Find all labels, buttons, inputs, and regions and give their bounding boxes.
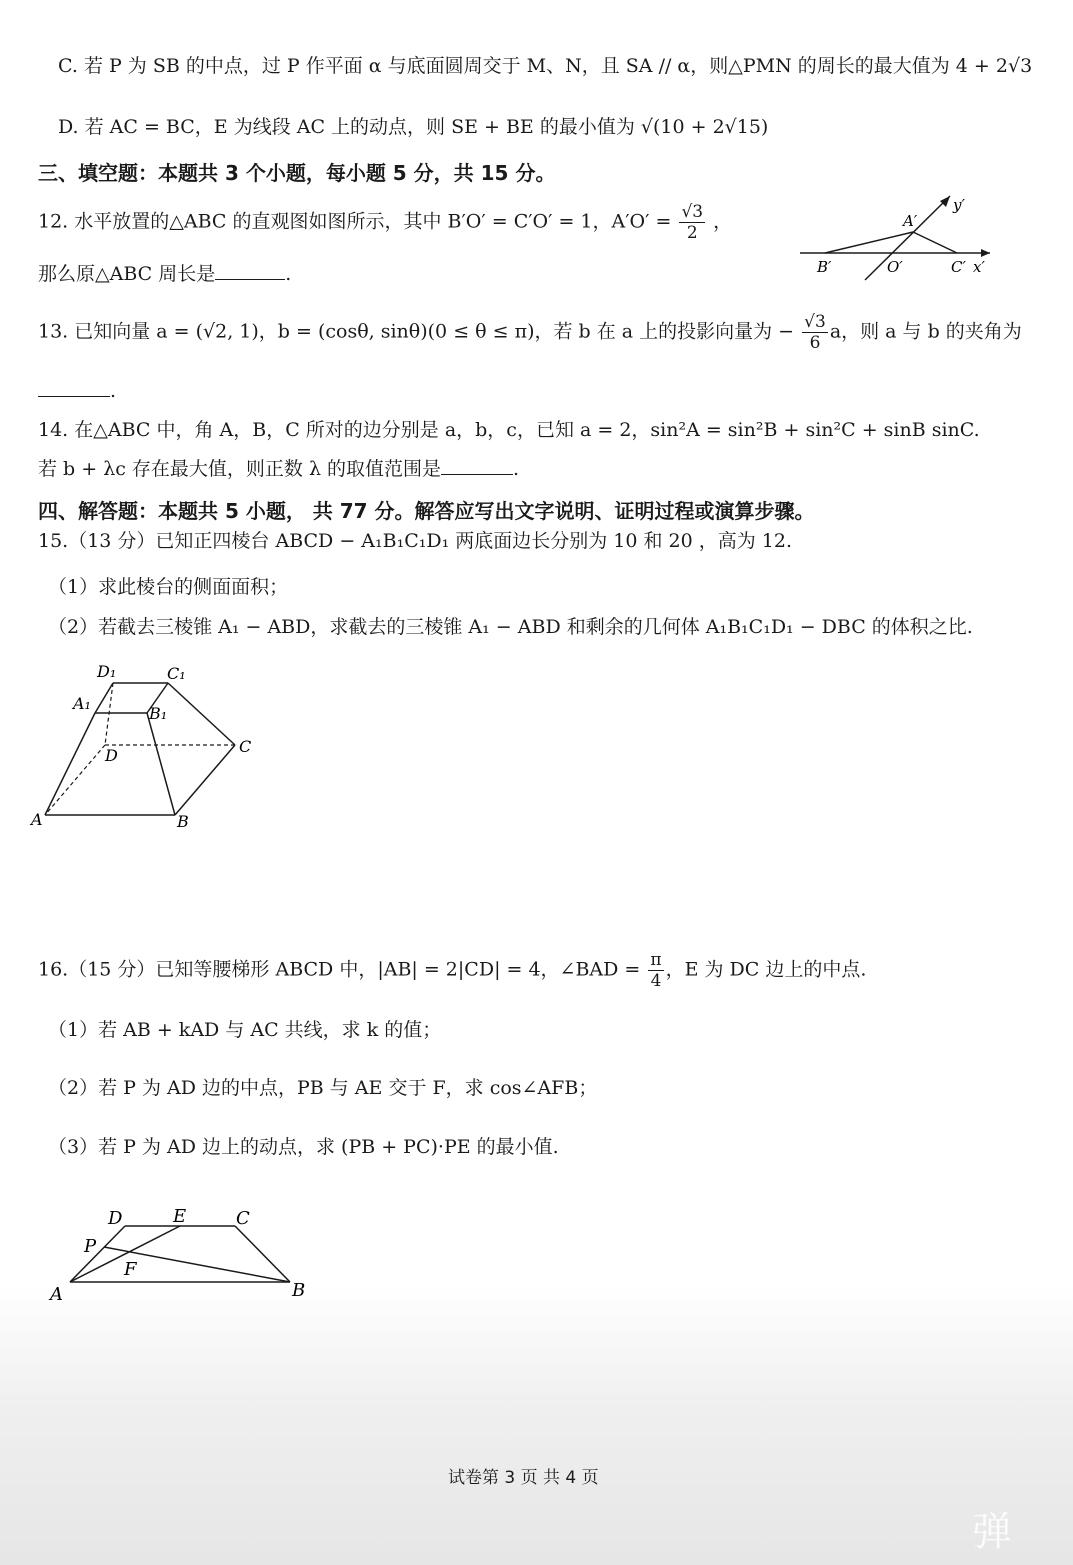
question-15-part-1: （1）求此棱台的侧面面积； xyxy=(48,576,289,598)
label-a: A xyxy=(50,1284,63,1305)
question-13-line-1 xyxy=(38,312,1022,353)
edge-a-d xyxy=(70,1226,125,1282)
q12-text: 12. 水平放置的△ABC 的直观图如图所示，其中 B′O′ = C′O′ = 1，A′O′ = xyxy=(38,210,672,233)
q16-fraction-num: π xyxy=(650,950,662,970)
question-14-line-2 xyxy=(38,456,519,482)
question-16-part-2: （2）若 P 为 AD 边的中点，PB 与 AE 交于 F，求 cos∠AFB； xyxy=(48,1077,598,1099)
q12-fraction xyxy=(679,202,705,243)
q16-text-2: ，E 为 DC 边上的中点. xyxy=(665,958,867,981)
q12-text-2: 那么原△ABC 周长是 xyxy=(38,263,216,285)
label-c: C xyxy=(239,737,252,756)
option-c xyxy=(58,53,1032,79)
label-b: B xyxy=(292,1280,306,1301)
option-d-text: D. 若 AC = BC，E 为线段 AC 上的动点，则 SE + BE 的最小值为 √(10 + 2√15) xyxy=(58,116,769,138)
q12-answer-blank[interactable] xyxy=(215,279,285,280)
question-16-part-1: （1）若 AB + kAD 与 AC 共线，求 k 的值； xyxy=(48,1019,442,1041)
segment-a-c xyxy=(913,232,957,253)
edge-d1-d-hidden xyxy=(105,683,113,745)
edge-b-c xyxy=(175,745,235,815)
label-c-prime: C′ xyxy=(951,258,966,276)
figure-15-frustum xyxy=(25,655,270,835)
label-o-prime: O′ xyxy=(887,258,903,276)
q13-text: 13. 已知向量 a = (√2, 1)，b = (cosθ, sinθ)(0 ≤ θ ≤ π)，若 b 在 a 上的投影向量为 − xyxy=(38,320,795,343)
q13-fraction-num: √3 xyxy=(804,312,826,332)
label-y-prime: y′ xyxy=(953,196,965,214)
figure-12-oblique-view xyxy=(795,190,1000,285)
q12-fraction-den: 2 xyxy=(686,223,698,243)
q16-fraction xyxy=(648,950,663,991)
q16-fraction-den: 4 xyxy=(650,971,662,991)
label-b1: B₁ xyxy=(149,704,168,723)
page-footer: 试卷第 3 页 共 4 页 xyxy=(448,1468,599,1488)
edge-c1-c xyxy=(168,683,235,745)
q16-text: 16.（15 分）已知等腰梯形 ABCD 中，|AB| = 2|CD| = 4，∠BAD = xyxy=(38,958,641,981)
label-f: F xyxy=(124,1259,137,1280)
q14-period: . xyxy=(513,458,520,480)
label-e: E xyxy=(173,1206,187,1227)
q13-fraction xyxy=(802,312,828,353)
label-c: C xyxy=(236,1208,250,1229)
label-p: P xyxy=(84,1236,97,1257)
edge-a1-d1 xyxy=(95,683,113,713)
question-13-line-2 xyxy=(38,378,116,404)
q14-text-2: 若 b + λc 存在最大值，则正数 λ 的取值范围是 xyxy=(38,458,442,480)
question-12-line-2 xyxy=(38,261,291,287)
question-15-part-2: （2）若截去三棱锥 A₁ − ABD，求截去的三棱锥 A₁ − ABD 和剩余的几何体 A₁B₁C₁D₁ − DBC 的体积之比. xyxy=(48,616,973,638)
label-x-prime: x′ xyxy=(973,258,985,276)
edge-b1-b xyxy=(147,713,175,815)
option-c-text: C. 若 P 为 SB 的中点，过 P 作平面 α 与底面圆周交于 M、N，且 SA // α，则△PMN 的周长的最大值为 4 + 2√3 xyxy=(58,55,1033,77)
q12-fraction-num: √3 xyxy=(681,202,704,222)
segment-b-a xyxy=(825,232,913,253)
label-b-prime: B′ xyxy=(817,258,832,276)
label-a-prime: A′ xyxy=(903,212,918,230)
x-axis-arrow xyxy=(981,249,990,257)
q12-period: . xyxy=(285,263,292,285)
label-a1: A₁ xyxy=(73,694,91,713)
question-14-line-1: 14. 在△ABC 中，角 A，B，C 所对的边分别是 a，b，c，已知 a = 2，sin²A = sin²B + sin²C + sinB sinC. xyxy=(38,419,980,441)
question-16-part-3: （3）若 P 为 AD 边上的动点，求 (PB + PC)·PE 的最小值. xyxy=(48,1136,559,1158)
question-16-stem xyxy=(38,950,866,991)
label-d: D xyxy=(108,1208,123,1229)
q13-fraction-den: 6 xyxy=(809,333,821,353)
q12-comma: ， xyxy=(713,210,733,233)
question-12-line-1 xyxy=(38,202,732,243)
label-d1: D₁ xyxy=(97,662,117,681)
q14-answer-blank[interactable] xyxy=(441,474,513,475)
watermark-logo: 弹 xyxy=(972,1509,1012,1555)
label-d: D xyxy=(105,746,118,765)
q13-answer-blank[interactable] xyxy=(38,396,110,397)
q13-text-2: a，则 a 与 b 的夹角为 xyxy=(829,320,1022,343)
label-b: B xyxy=(177,812,189,831)
y-axis xyxy=(865,196,950,280)
edge-a1-a xyxy=(45,713,95,815)
figure-16-trapezoid xyxy=(40,1200,320,1310)
label-a: A xyxy=(31,810,43,829)
section-3-heading: 三、填空题：本题共 3 个小题，每小题 5 分，共 15 分。 xyxy=(38,161,556,185)
option-d xyxy=(58,114,768,140)
label-c1: C₁ xyxy=(167,664,186,683)
question-15-stem: 15.（13 分）已知正四棱台 ABCD − A₁B₁C₁D₁ 两底面边长分别为 10 和 20 ，高为 12. xyxy=(38,530,793,552)
q13-period: . xyxy=(110,380,117,402)
section-4-heading: 四、解答题：本题共 5 小题， 共 77 分。解答应写出文字说明、证明过程或演算步骤。 xyxy=(38,499,815,523)
